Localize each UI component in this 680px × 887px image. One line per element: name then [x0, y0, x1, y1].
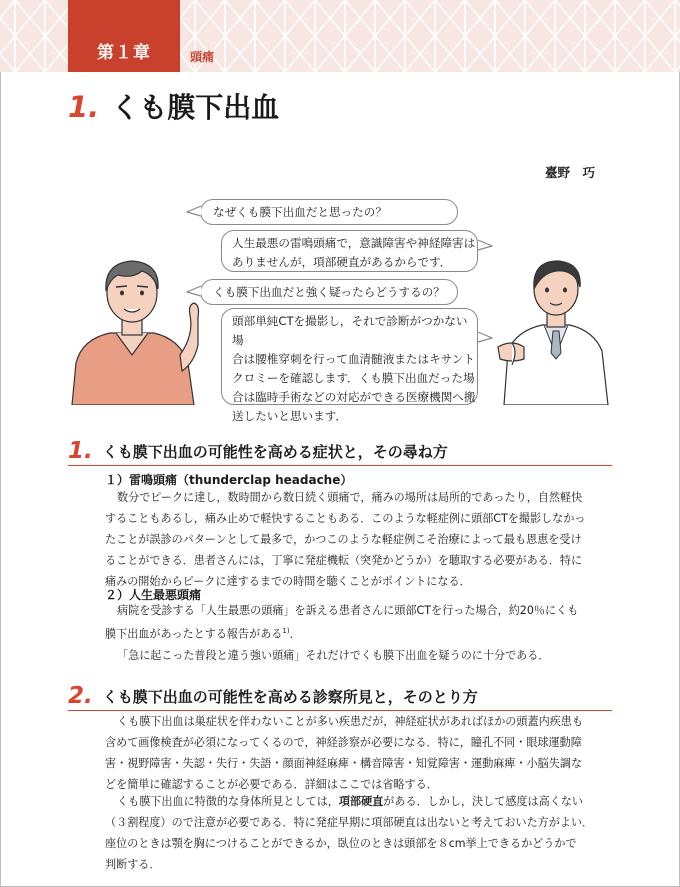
doctor-question-1 — [200, 199, 458, 225]
subsection-1-body — [105, 487, 613, 592]
section-2-paragraph-2 — [105, 791, 613, 875]
section-2-number: 2. — [68, 683, 93, 709]
emphasis-term: 項部硬直 — [338, 795, 384, 808]
paragraph-line: 判断する． — [105, 858, 161, 871]
paragraph-line: 数分でピークに達し，数時間から数日続く頭痛で，痛みの場所は局所的であったり，自然軽快 — [117, 491, 583, 504]
paragraph-line — [105, 621, 613, 645]
answer-2-line: 頭部単純CTを撮影し，それで診断がつかない場 — [232, 314, 468, 347]
subsection-2-body — [105, 600, 613, 666]
section-1-heading — [68, 438, 448, 464]
doctor-question-2 — [200, 279, 458, 305]
paragraph-text: くも膜下出血に特徴的な身体所見としては， — [117, 795, 339, 808]
paragraph-line: （３割程度）ので注意が必要である．特に発症早期に項部硬直は出ないと考えておいた方がよい． — [105, 816, 594, 829]
section-1-title: くも膜下出血の可能性を高める症状と，その尋ね方 — [102, 443, 448, 461]
paragraph-line: 害・視野障害・失認・失行・失語・顔面神経麻痺・構音障害・知覚障害・運動麻痺・小脳失調な — [105, 757, 583, 770]
answer-2-line: 送したいと思います． — [232, 409, 348, 423]
paragraph-line: 「急に起こった普段と違う強い頭痛」それだけでくも膜下出血を疑うのに十分である． — [117, 648, 550, 662]
answer-2-line: 合は腰椎穿刺を行って血清髄液またはキサント — [232, 352, 475, 366]
paragraph-line: することもあるし，痛み止めで軽快することもある．このような軽症例に頭部CTを撮影しなかっ — [105, 512, 586, 525]
author-name: 臺野 巧 — [545, 165, 596, 180]
chapter-box — [68, 0, 180, 72]
subsection-2-title: ２）人生最悪頭痛 — [105, 588, 202, 602]
section-2-title: くも膜下出血の可能性を高める診察所見と，そのとり方 — [102, 688, 478, 706]
section-1-number: 1. — [68, 438, 93, 464]
section-2-paragraph-1 — [105, 711, 613, 795]
chapter-subtitle: 頭痛 — [190, 50, 215, 64]
paragraph-line: ることができる．患者さんには，丁寧に発症機転（突発かどうか）を聴取する必要がある．特に — [105, 554, 583, 567]
question-1-text: なぜくも膜下出血だと思ったの？ — [213, 205, 387, 219]
title-text: くも膜下出血 — [111, 91, 280, 124]
doctor-illustration — [490, 255, 620, 405]
paragraph-line: 痛みの開始からピークに達するまでの時間を聴くことがポイントになる． — [105, 575, 471, 588]
reference-marker: 1) — [282, 627, 290, 635]
chapter-label: 第１章 — [97, 43, 151, 63]
answer-1-line: 人生最悪の雷鳴頭痛で，意識障害や神経障害は — [232, 236, 476, 250]
answer-1-line: ありませんが，項部硬直があるからです． — [232, 255, 452, 269]
paragraph-text: 膜下出血があったとする報告がある — [105, 627, 283, 641]
paragraph-line: どを簡単に確認することが必要である．詳細はここでは省略する． — [105, 778, 438, 791]
bubble-tail — [477, 330, 493, 344]
bubble-tail — [186, 284, 202, 298]
patient-answer-1 — [221, 230, 478, 272]
title-number: 1. — [68, 90, 100, 124]
paragraph-line: くも膜下出血は巣症状を伴わないことが多い疾患だが，神経症状があればほかの頭蓋内疾患も — [117, 715, 583, 728]
paragraph-text: がある．しかし，決して感度は高くない — [383, 795, 583, 808]
paragraph-line — [105, 791, 613, 812]
paragraph-text: ． — [289, 627, 301, 641]
page-title — [68, 86, 279, 126]
section-2-heading — [68, 683, 478, 709]
paragraph-line: たことが誤診のパターンとして最多で，かつこのような軽症例こそ治療によって最も恩恵を受け — [105, 533, 582, 546]
header-band — [0, 0, 680, 72]
bubble-tail — [186, 204, 202, 218]
answer-2-line: クロミーを確認します．くも膜下出血だった場 — [232, 371, 475, 385]
subsection-1-title: １）雷鳴頭痛（thunderclap headache） — [105, 473, 353, 487]
bubble-tail — [477, 238, 493, 252]
answer-2-line: 合は臨時手術などの対応ができる医療機関へ搬 — [232, 390, 476, 404]
section-1-rule — [68, 465, 612, 466]
paragraph-line: 病院を受診する「人生最悪の頭痛」を訴える患者さんに頭部CTを行った場合，約20％にくも — [117, 604, 579, 617]
paragraph-line: 含めて画像検査が必須になってくるので，神経診察が必要になる．特に，瞳孔不同・眼球運動障 — [105, 736, 582, 749]
question-2-text: くも膜下出血だと強く疑ったらどうするの？ — [213, 285, 445, 299]
paragraph-line: 座位のときは顎を胸につけることができるか，臥位のときは頭部を８cm挙上できるかどうかで — [105, 837, 577, 850]
patient-illustration — [62, 255, 202, 405]
patient-answer-2 — [221, 308, 478, 423]
